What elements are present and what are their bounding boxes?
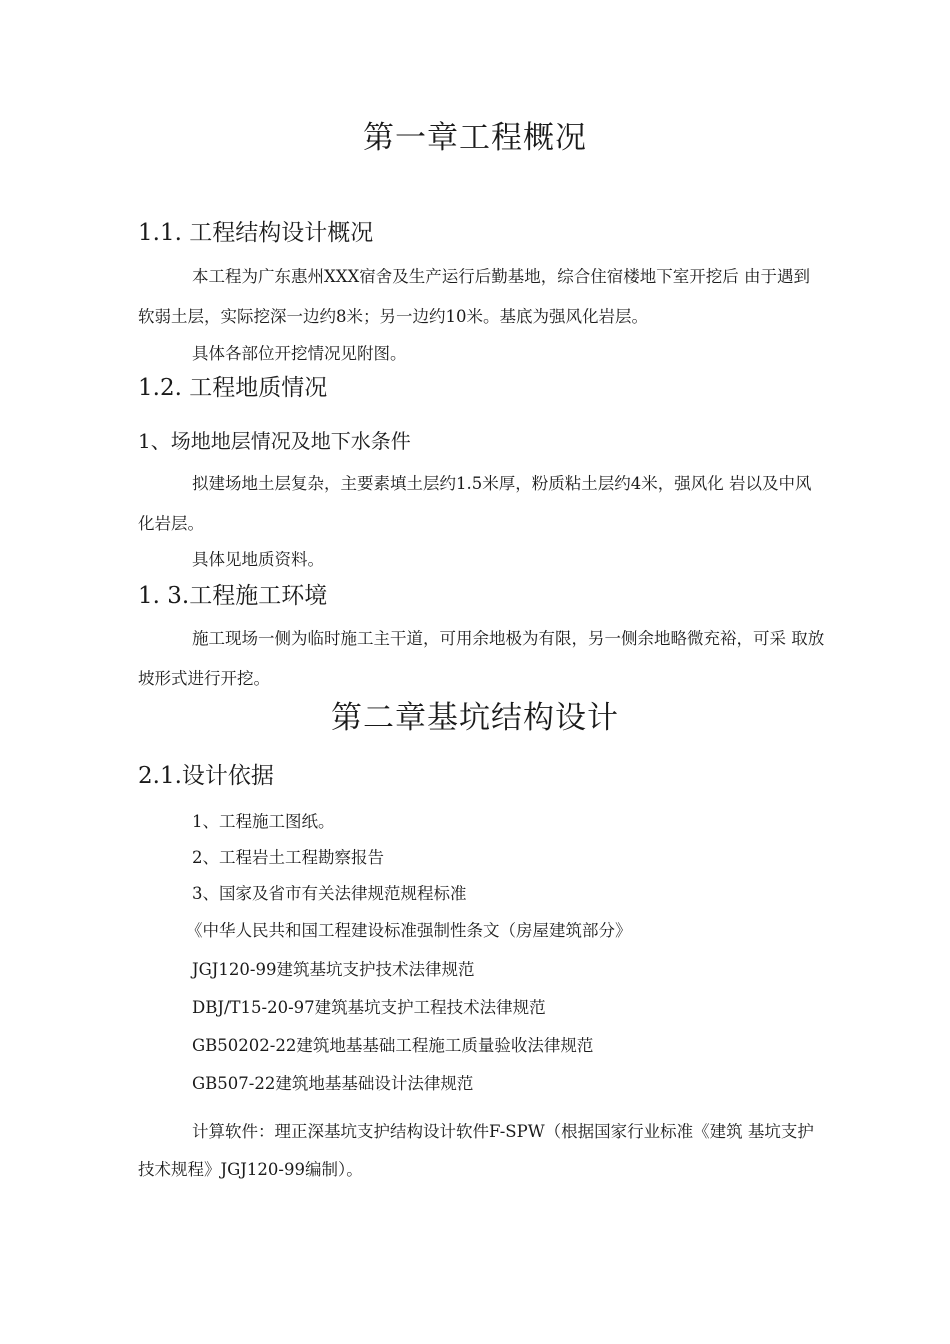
section-1-3-para-line1: 施工现场一侧为临时施工主干道，可用余地极为有限，另一侧余地略微充裕，可采 取放 — [192, 629, 825, 648]
software-line2: 技术规程》JGJ120-99编制）。 — [138, 1160, 363, 1179]
section-1-1-para-line2: 软弱土层，实际挖深一边约8米；另一边约10米。基底为强风化岩层。 — [138, 307, 648, 326]
section-1-1-title: 1.1. 工程结构设计概况 — [138, 220, 374, 246]
section-1-1-para2: 具体各部位开挖情况见附图。 — [192, 344, 407, 363]
basis-item-3: 3、国家及省市有关法律规范规程标准 — [192, 884, 467, 903]
basis-item-1: 1、工程施工图纸。 — [192, 812, 335, 831]
section-1-2-para2: 具体见地质资料。 — [192, 550, 324, 569]
software-line1: 计算软件：理正深基坑支护结构设计软件F-SPW（根据国家行业标准《建筑 基坑支护 — [192, 1122, 814, 1141]
basis-item-2: 2、工程岩土工程勘察报告 — [192, 848, 384, 867]
chapter-2-title: 第二章基坑结构设计 — [331, 700, 619, 736]
standard-ref-3: DBJ/T15-20-97建筑基坑支护工程技术法律规范 — [192, 998, 546, 1017]
standard-ref-1: 《中华人民共和国工程建设标准强制性条文（房屋建筑部分》 — [186, 921, 632, 940]
standard-ref-5: GB507-22建筑地基基础设计法律规范 — [192, 1074, 474, 1093]
section-1-2-para-line1: 拟建场地土层复杂，主要素填土层约1.5米厚，粉质粘土层约4米，强风化 岩以及中风 — [192, 474, 812, 493]
section-1-2-title: 1.2. 工程地质情况 — [138, 375, 328, 401]
section-1-1-para-line1: 本工程为广东惠州XXX宿舍及生产运行后勤基地，综合住宿楼地下室开挖后 由于遇到 — [192, 267, 810, 286]
chapter-1-title: 第一章工程概况 — [363, 120, 587, 156]
section-2-1-title: 2.1.设计依据 — [138, 763, 274, 789]
section-1-2-subtitle: 1、场地地层情况及地下水条件 — [138, 429, 411, 453]
section-1-2-para-line2: 化岩层。 — [138, 514, 204, 533]
section-1-3-para-line2: 坡形式进行开挖。 — [138, 669, 270, 688]
standard-ref-4: GB50202-22建筑地基基础工程施工质量验收法律规范 — [192, 1036, 594, 1055]
section-1-3-title: 1. 3.工程施工环境 — [138, 583, 328, 609]
standard-ref-2: JGJ120-99建筑基坑支护技术法律规范 — [192, 960, 475, 979]
